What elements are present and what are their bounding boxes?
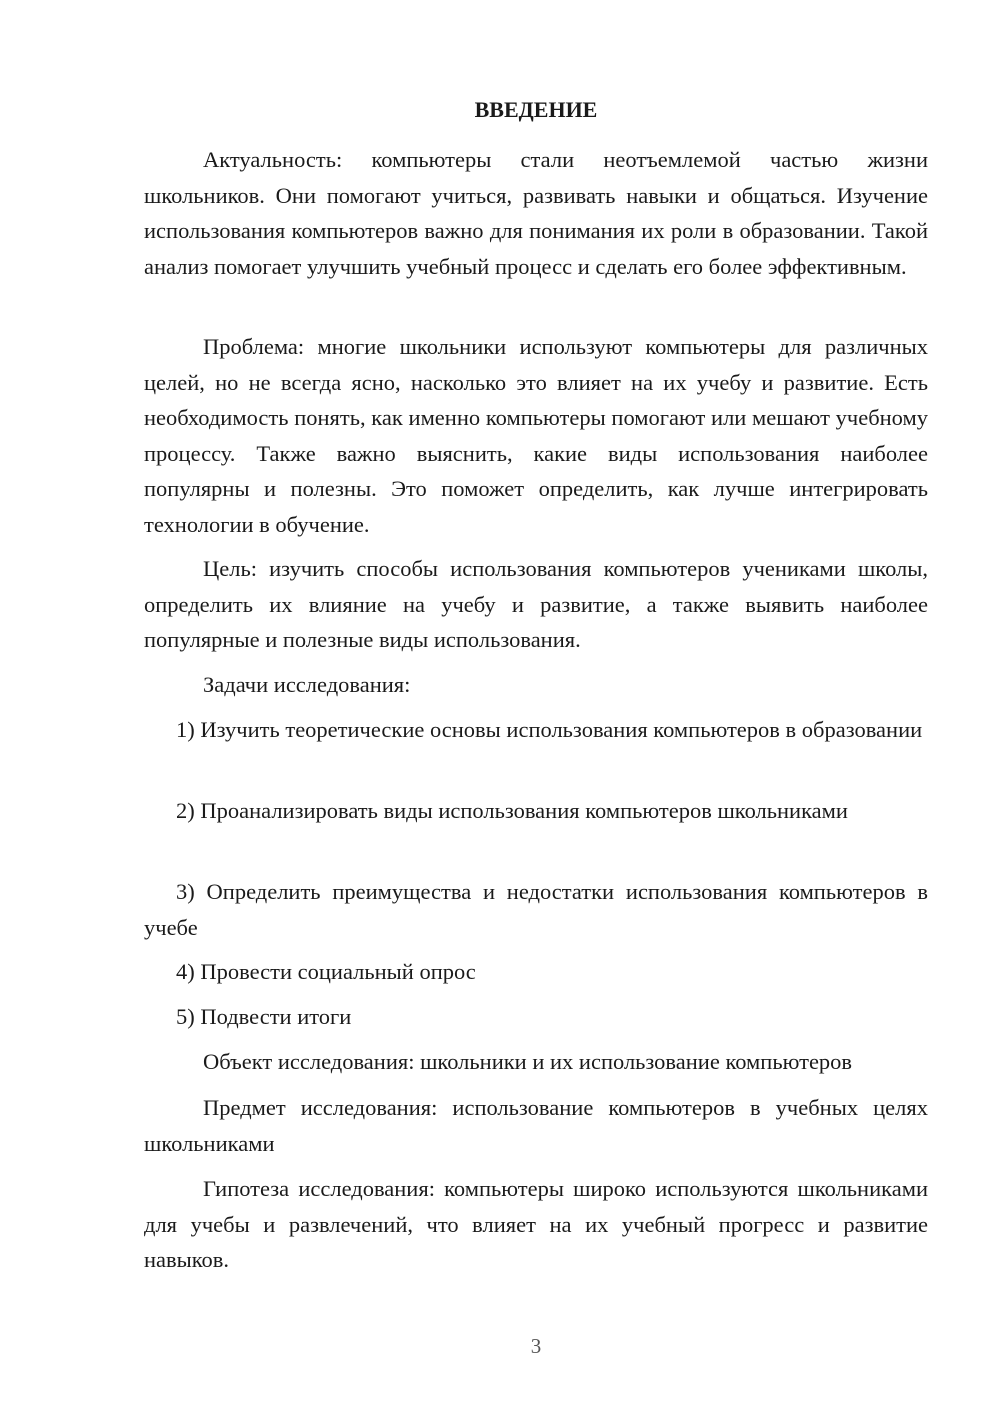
- paragraph-problem: Проблема: многие школьники используют компьютеры для различных целей, но не всегда ясно, насколько это влияет на их учебу и развитие. Есть необходимость понять, как именно компьютеры помогают или мешают учебному процессу. Также важно выяснить, какие виды использования наиболее популярны и полезны. Это поможет определить, как лучше интегрировать технологии в обучение.: [144, 334, 928, 537]
- page-number: 3: [530, 1334, 542, 1358]
- paragraph-hypothesis: Гипотеза исследования: компьютеры широко используются школьниками для учебы и развлечений, что влияет на их учебный прогресс и развитие навыков.: [144, 1176, 928, 1272]
- task-item-2: 2) Проанализировать виды использования компьютеров школьниками: [176, 798, 848, 823]
- task-item-4: 4) Провести социальный опрос: [176, 959, 476, 984]
- task-item-3: 3) Определить преимущества и недостатки использования компьютеров в учебе: [144, 879, 928, 940]
- page-title: ВВЕДЕНИЕ: [474, 97, 598, 122]
- paragraph-goal: Цель: изучить способы использования компьютеров учениками школы, определить их влияние на учебу и развитие, а также выявить наиболее популярные и полезные виды использования.: [144, 556, 928, 652]
- task-item-5: 5) Подвести итоги: [176, 1004, 352, 1029]
- tasks-heading: Задачи исследования:: [203, 672, 411, 697]
- paragraph-relevance: Актуальность: компьютеры стали неотъемлемой частью жизни школьников. Они помогают учиться, развивать навыки и общаться. Изучение использования компьютеров важно для понимания их роли в образовании. Такой анализ помогает улучшить учебный процесс и сделать его более эффективным.: [144, 147, 928, 279]
- paragraph-object: Объект исследования: школьники и их использование компьютеров: [203, 1049, 853, 1074]
- task-item-1: 1) Изучить теоретические основы использования компьютеров в образовании: [176, 717, 923, 742]
- paragraph-subject: Предмет исследования: использование компьютеров в учебных целях школьниками: [144, 1095, 928, 1156]
